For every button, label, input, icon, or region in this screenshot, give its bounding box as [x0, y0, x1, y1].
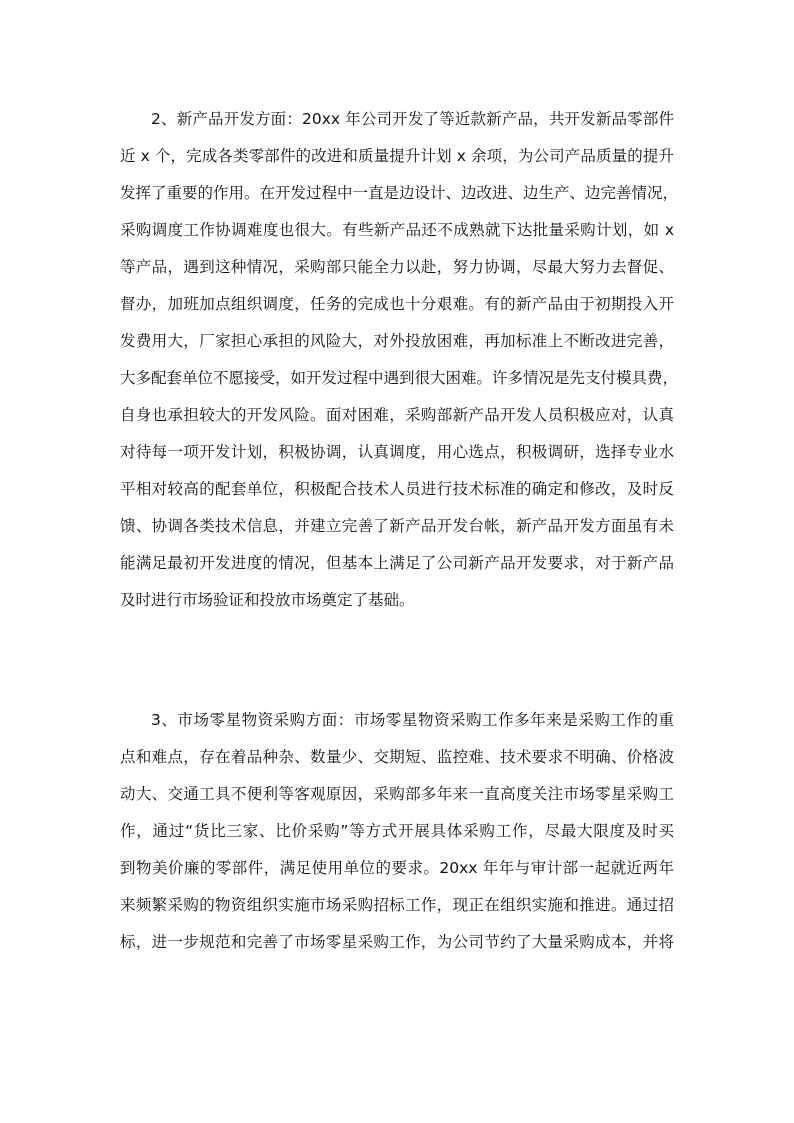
paragraph-line: 作，通过“货比三家、比价采购”等方式开展具体采购工作，尽最大限度及时买	[120, 822, 674, 840]
paragraph-line: 发挥了重要的作用。在开发过程中一直是边设计、边改进、边生产、边完善情况，	[120, 184, 679, 202]
paragraph-line: 大多配套单位不愿接受，如开发过程中遇到很大困难。许多情况是先支付模具费，	[120, 369, 679, 387]
paragraph-line: 近 x 个，完成各类零部件的改进和质量提升计划 x 余项，为公司产品质量的提升	[120, 147, 674, 165]
paragraph-line: 到物美价廉的零部件，满足使用单位的要求。20xx 年年与审计部一起就近两年	[120, 859, 674, 877]
paragraph-line: 2、新产品开发方面：20xx 年公司开发了等近款新产品，共开发新品零部件	[151, 110, 674, 128]
paragraph-line: 动大、交通工具不便利等客观原因，采购部多年来一直高度关注市场零星采购工	[120, 785, 674, 803]
paragraph-line: 等产品，遇到这种情况，采购部只能全力以赴，努力协调，尽最大努力去督促、	[120, 258, 674, 276]
paragraph-line: 采购调度工作协调难度也很大。有些新产品还不成熟就下达批量采购计划，如 x	[120, 221, 674, 239]
paragraph-line: 督办，加班加点组织调度，任务的完成也十分艰难。有的新产品由于初期投入开	[120, 295, 674, 313]
paragraph-line: 来频繁采购的物资组织实施市场采购招标工作，现正在组织实施和推进。通过招	[120, 896, 674, 914]
paragraph-line: 馈、协调各类技术信息，并建立完善了新产品开发台帐，新产品开发方面虽有未	[120, 517, 674, 535]
paragraph-line: 标，进一步规范和完善了市场零星采购工作，为公司节约了大量采购成本，并将	[120, 933, 674, 951]
paragraph-line: 点和难点，存在着品种杂、数量少、交期短、监控难、技术要求不明确、价格波	[120, 748, 674, 766]
paragraph-line: 能满足最初开发进度的情况，但基本上满足了公司新产品开发要求，对于新产品	[120, 554, 674, 572]
paragraph-line: 平相对较高的配套单位，积极配合技术人员进行技术标准的确定和修改，及时反	[120, 480, 674, 498]
paragraph-line: 3、市场零星物资采购方面：市场零星物资采购工作多年来是采购工作的重	[151, 711, 674, 729]
paragraph-line: 发费用大，厂家担心承担的风险大，对外投放困难，再加标准上不断改进完善，	[120, 332, 674, 350]
paragraph-line: 及时进行市场验证和投放市场奠定了基础。	[120, 591, 415, 609]
paragraph-line: 自身也承担较大的开发风险。面对困难，采购部新产品开发人员积极应对，认真	[120, 406, 674, 424]
paragraph-line: 对待每一项开发计划，积极协调，认真调度，用心选点，积极调研，选择专业水	[120, 443, 674, 461]
